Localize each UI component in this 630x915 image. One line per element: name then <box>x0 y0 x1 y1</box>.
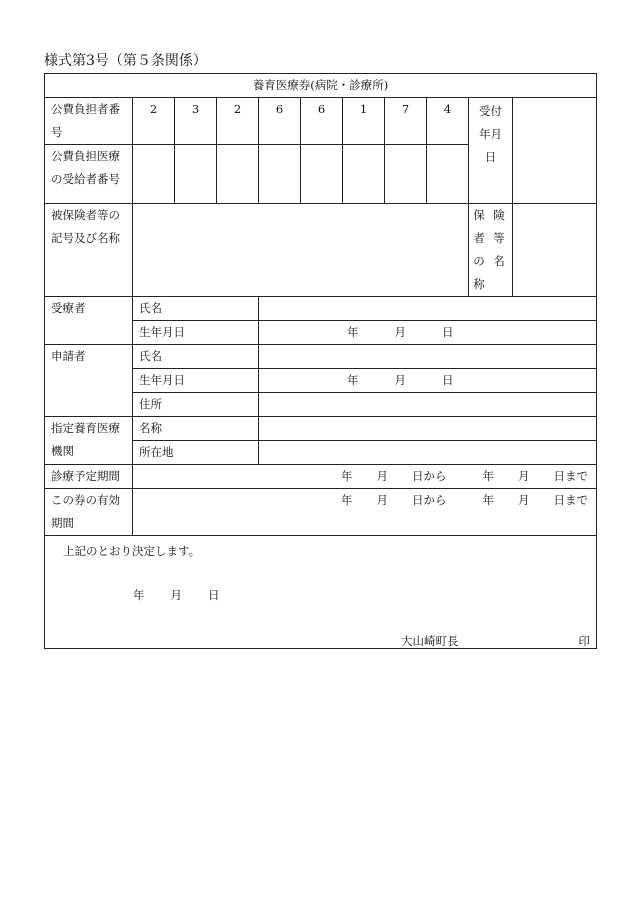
insured-id-label: 被保険者等の 記号及び名称 <box>45 204 133 297</box>
institution-location-label: 所在地 <box>133 441 259 465</box>
recipient-digit-field[interactable] <box>259 145 301 204</box>
recipient-number-label: 公費負担医療 の受給者番号 <box>45 145 133 204</box>
form-number: 様式第3号（第５条関係） <box>44 53 207 69</box>
validity-period-label: この券の有効 期間 <box>45 489 133 536</box>
patient-name-field[interactable] <box>259 297 597 321</box>
payer-digit: 2 <box>217 98 259 145</box>
recipient-digit-field[interactable] <box>385 145 427 204</box>
recipient-digit-field[interactable] <box>175 145 217 204</box>
applicant-address-label: 住所 <box>133 393 259 417</box>
institution-name-label: 名称 <box>133 417 259 441</box>
insurer-name-label: 保 険 者 等 の 名 称 <box>469 204 513 297</box>
patient-birth-field[interactable]: 年 月 日 <box>259 321 597 345</box>
applicant-birth-label: 生年月日 <box>133 369 259 393</box>
applicant-label: 申請者 <box>45 345 133 417</box>
recipient-digit-field[interactable] <box>427 145 469 204</box>
patient-birth-label: 生年月日 <box>133 321 259 345</box>
planned-period-label: 診療予定期間 <box>45 465 133 489</box>
mayor-title: 大山崎町長 <box>401 634 459 648</box>
planned-period-field[interactable]: 年 月 日から 年 月 日まで <box>133 465 597 489</box>
insured-id-field[interactable] <box>133 204 469 297</box>
decision-statement: 上記のとおり決定します。 <box>63 544 201 558</box>
received-date-label: 受付 年月 日 <box>469 98 513 204</box>
institution-label: 指定養育医療 機関 <box>45 417 133 465</box>
insurer-name-field[interactable] <box>513 204 597 297</box>
payer-digit: 3 <box>175 98 217 145</box>
payer-number-label: 公費負担者番 号 <box>45 98 133 145</box>
payer-digit: 4 <box>427 98 469 145</box>
payer-digit: 6 <box>259 98 301 145</box>
applicant-name-label: 氏名 <box>133 345 259 369</box>
payer-digit: 6 <box>301 98 343 145</box>
recipient-digit-field[interactable] <box>217 145 259 204</box>
decision-date: 年 月 日 <box>133 588 220 602</box>
applicant-address-field[interactable] <box>259 393 597 417</box>
institution-location-field[interactable] <box>259 441 597 465</box>
received-date-field[interactable] <box>513 98 597 204</box>
payer-digit: 2 <box>133 98 175 145</box>
patient-name-label: 氏名 <box>133 297 259 321</box>
institution-name-field[interactable] <box>259 417 597 441</box>
decision-section <box>45 536 597 649</box>
applicant-birth-field[interactable]: 年 月 日 <box>259 369 597 393</box>
recipient-digit-field[interactable] <box>301 145 343 204</box>
recipient-digit-field[interactable] <box>133 145 175 204</box>
patient-label: 受療者 <box>45 297 133 345</box>
payer-digit: 7 <box>385 98 427 145</box>
validity-period-field[interactable]: 年 月 日から 年 月 日まで <box>133 489 597 536</box>
form-title: 養育医療券(病院・診療所) <box>45 74 597 98</box>
payer-digit: 1 <box>343 98 385 145</box>
medical-voucher-form <box>44 73 597 649</box>
recipient-digit-field[interactable] <box>343 145 385 204</box>
applicant-name-field[interactable] <box>259 345 597 369</box>
seal-mark: 印 <box>578 634 591 648</box>
